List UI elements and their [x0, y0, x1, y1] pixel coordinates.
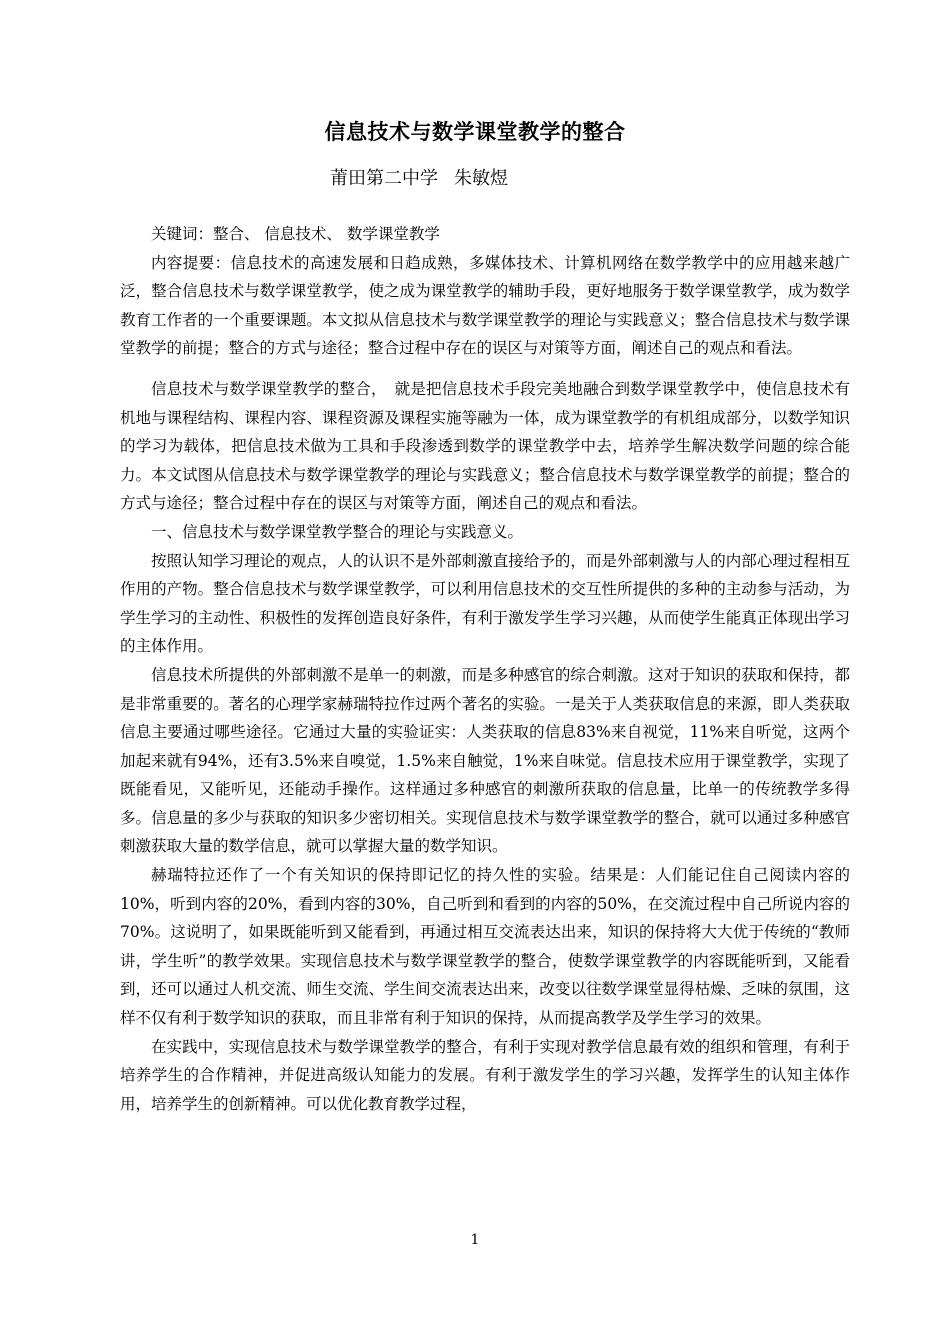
author-line	[330, 164, 508, 190]
abstract-paragraph: 内容提要：信息技术的高速发展和日趋成熟，多媒体技术、计算机网络在数学教学中的应用越来越广泛，整合信息技术与数学课堂教学，使之成为课堂教学的辅助手段，更好地服务于数学课堂教学，成为数学教育工作者的一个重要课题。本文拟从信息技术与数学课堂教学的理论与实践意义；整合信息技术与数学课堂教学的前提；整合的方式与途径；整合过程中存在的误区与对策等方面，阐述自己的观点和看法。	[120, 253, 850, 358]
section-heading: 一、信息技术与数学课堂教学整合的理论与实践意义。	[151, 522, 524, 541]
document-title: 信息技术与数学课堂教学的整合	[324, 119, 626, 144]
body-paragraph: 信息技术与数学课堂教学的整合， 就是把信息技术手段完美地融合到数学课堂教学中，使信息技术有机地与课程结构、课程内容、课程资源及课程实施等融为一体，成为课堂教学的有机组成部分，以数学知识的学习为载体，把信息技术做为工具和手段渗透到数学的课堂教学中去，培养学生解决数学问题的综合能力。本文试图从信息技术与数学课堂教学的理论与实践意义；整合信息技术与数学课堂教学的前提；整合的方式与途径；整合过程中存在的误区与对策等方面，阐述自己的观点和看法。	[120, 379, 850, 513]
body-paragraph: 赫瑞特拉还作了一个有关知识的保持即记忆的持久性的实验。结果是：人们能记住自己阅读内容的10%，听到内容的20%，看到内容的30%，自己听到和看到的内容的50%，在交流过程中自己所说内容的70%。这说明了，如果既能听到又能看到，再通过相互交流表达出来，知识的保持将大大优于传统的“教师讲，学生听”的教学效果。实现信息技术与数学课堂教学的整合，使数学课堂教学的内容既能听到，又能看到，还可以通过人机交流、师生交流、学生间交流表达出来，改变以往数学课堂显得枯燥、乏味的氛围，这样不仅有利于数学知识的获取，而且非常有利于知识的保持，从而提高教学及学生学习的效果。	[120, 866, 850, 1028]
author-name: 朱敏煜	[454, 168, 508, 189]
body-paragraph: 在实践中，实现信息技术与数学课堂教学的整合，有利于实现对教学信息最有效的组织和管理，有利于培养学生的合作精神，并促进高级认知能力的发展。有利于激发学生的学习兴趣，发挥学生的认知主体作用，培养学生的创新精神。可以优化教育教学过程，	[120, 1037, 850, 1113]
document-body	[120, 220, 850, 1118]
keywords-line: 关键词：整合、 信息技术、 数学课堂教学	[151, 225, 440, 243]
author-school: 莆田第二中学	[330, 168, 438, 189]
body-paragraph: 按照认知学习理论的观点，人的认识不是外部刺激直接给予的，而是外部刺激与人的内部心理过程相互作用的产物。整合信息技术与数学课堂教学，可以利用信息技术的交互性所提供的多种的主动参与活动，为学生学习的主动性、积极性的发挥创造良好条件，有利于激发学生学习兴趣，从而使学生能真正体现出学习的主体作用。	[120, 551, 850, 656]
page-number: 1	[470, 1232, 480, 1248]
body-paragraph: 信息技术所提供的外部刺激不是单一的刺激，而是多种感官的综合刺激。这对于知识的获取和保持，都是非常重要的。著名的心理学家赫瑞特拉作过两个著名的实验。一是关于人类获取信息的来源，即人类获取信息主要通过哪些途径。它通过大量的实验证实：人类获取的信息83%来自视觉，11%来自听觉，这两个加起来就有94%，还有3.5%来自嗅觉，1.5%来自触觉，1%来自味觉。信息技术应用于课堂教学，实现了既能看见，又能听见，还能动手操作。这样通过多种感官的刺激所获取的信息量，比单一的传统教学多得多。信息量的多少与获取的知识多少密切相关。实现信息技术与数学课堂教学的整合，就可以通过多种感官刺激获取大量的数学信息，就可以掌握大量的数学知识。	[120, 665, 850, 856]
